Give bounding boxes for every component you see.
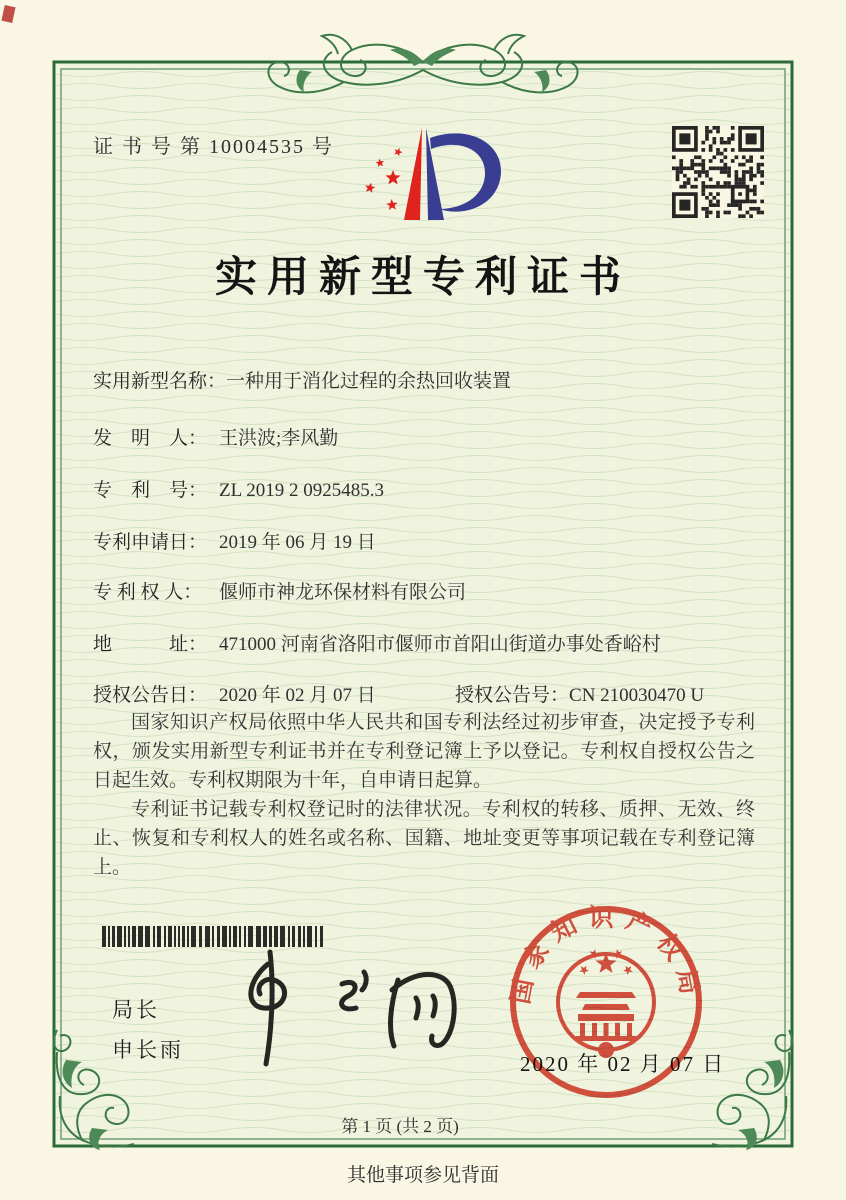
certificate-number: 证 书 号 第 10004535 号 [93, 136, 334, 158]
field-value: 偃师市神龙环保材料有限公司 [219, 582, 467, 603]
field-value: ZL 2019 2 0925485.3 [219, 480, 385, 501]
cnipa-logo-icon [342, 110, 507, 230]
logo-stars [365, 148, 402, 210]
field-row-utility-model-name [93, 366, 511, 393]
certificate-title: 实用新型专利证书 [214, 255, 631, 301]
field-row-filing-date [93, 527, 376, 554]
field-row-inventor [93, 423, 338, 450]
field-value: 2020 年 02 月 07 日 [219, 685, 376, 706]
field-row-address [93, 629, 661, 656]
field-label: 专 利 权 人： [93, 582, 203, 603]
logo-p-bowl [430, 133, 501, 211]
page-number: 第 1 页 (共 2 页) [341, 1117, 459, 1136]
director-signature-handwriting [230, 946, 470, 1076]
field-label: 地 址： [93, 634, 208, 655]
field-label: 发 明 人： [93, 428, 208, 449]
field-label: 专 利 号： [93, 480, 208, 501]
field-label: 专利申请日： [93, 532, 208, 553]
field-value: 471000 河南省洛阳市偃师市首阳山街道办事处香峪村 [219, 634, 661, 655]
field-value: 王洪波;李风勤 [219, 428, 339, 449]
field-value: 一种用于消化过程的余热回收装置 [226, 371, 512, 392]
field-row-grant-date [93, 680, 376, 707]
field-row-grant-number [455, 680, 704, 707]
seal-ring-text: 国家知识产权局 [507, 905, 705, 1007]
back-side-note: 其他事项参见背面 [346, 1165, 499, 1186]
officer-title: 局长 [112, 998, 160, 1022]
officer-name: 申长雨 [112, 1038, 184, 1062]
legal-paragraph-register: 专利证书记载专利权登记时的法律状况。专利权的转移、质押、无效、终止、恢复和专利权人的姓名或名称、国籍、地址变更等事项记载在专利登记簿上。 [93, 799, 755, 878]
field-label: 授权公告日： [93, 685, 208, 706]
legal-text-block [93, 708, 755, 882]
field-row-patent-number [93, 475, 384, 502]
national-emblem [558, 949, 654, 1058]
seal-date: 2020 年 02 月 07 日 [520, 1052, 726, 1076]
field-value: CN 210030470 U [569, 685, 705, 706]
field-row-patentee [93, 577, 466, 604]
field-label: 授权公告号： [455, 685, 570, 706]
legal-paragraph-grant: 国家知识产权局依照中华人民共和国专利法经过初步审查，决定授予专利权，颁发实用新型专利证书并在专利登记簿上予以登记。专利权自授权公告之日起生效。专利权期限为十年，自申请日起算。 [93, 712, 755, 791]
field-label: 实用新型名称： [93, 371, 227, 392]
qr-code [672, 126, 764, 218]
logo-red-wedge [404, 128, 422, 220]
field-value: 2019 年 06 月 19 日 [219, 532, 376, 553]
